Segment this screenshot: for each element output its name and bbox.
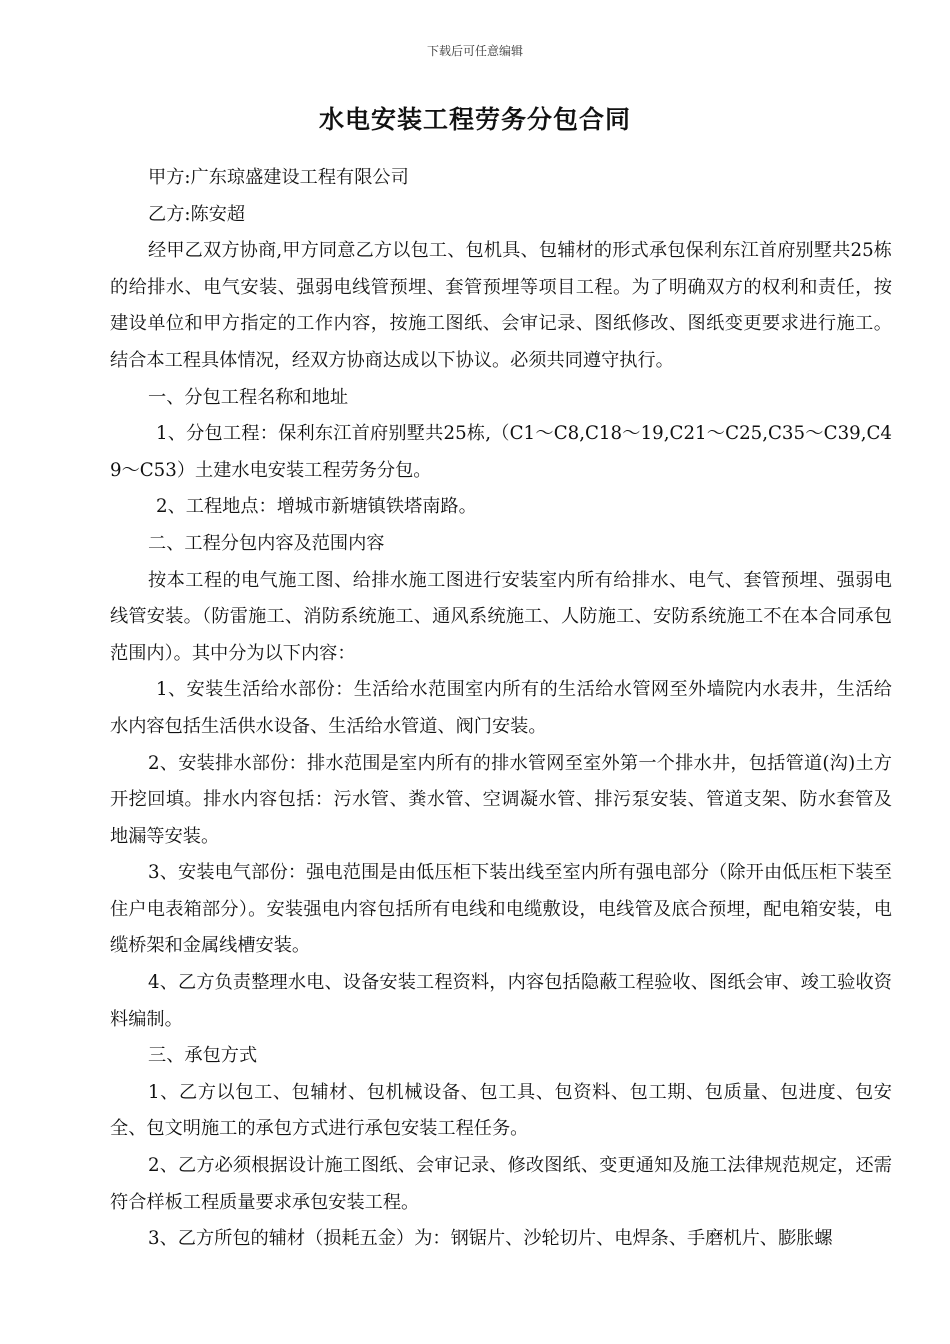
clause-3-2: 2、乙方必须根据设计施工图纸、会审记录、修改图纸、变更通知及施工法律规范规定，还需符合样板工程质量要求承包安装工程。 — [110, 1155, 892, 1213]
clause-1-2: 2、工程地点：增城市新塘镇铁塔南路。 — [156, 496, 477, 518]
agreement-intro-paragraph: 经甲乙双方协商,甲方同意乙方以包工、包机具、包辅材的形式承包保利东江首府别墅共25栋的给排水、电气安装、强弱电线管预埋、套管预埋等项目工程。为了明确双方的权利和责任，按建设单位和甲方指定的工作内容，按施工图纸、会审记录、图纸修改、图纸变更要求进行施工。结合本工程具体情况，经双方协商达成以下协议。必须共同遵守执行。 — [110, 240, 892, 371]
party-a-line: 甲方:广东琼盛建设工程有限公司 — [148, 167, 409, 188]
clause-2-2: 2、安装排水部份：排水范围是室内所有的排水管网至室外第一个排水井，包括管道(沟)土方开挖回填。排水内容包括：污水管、粪水管、空调凝水管、排污泵安装、管道支架、防水套管及地漏等安装。 — [110, 752, 892, 847]
document-title: 水电安装工程劳务分包合同 — [318, 105, 631, 134]
party-b-line: 乙方:陈安超 — [148, 203, 246, 225]
scope-paragraph: 按本工程的电气施工图、给排水施工图进行安装室内所有给排水、电气、套管预埋、强弱电线管安装。（防雷施工、消防系统施工、通风系统施工、人防施工、安防系统施工不在本合同承包范围内）。其中分为以下内容： — [110, 569, 892, 664]
clause-3-1: 1、乙方以包工、包辅材、包机械设备、包工具、包资料、包工期、包质量、包进度、包安全、包文明施工的承包方式进行承包安装工程任务。 — [110, 1081, 892, 1140]
clause-3-3: 3、乙方所包的辅材（损耗五金）为：钢锯片、沙轮切片、电焊条、手磨机片、膨胀螺 — [148, 1228, 833, 1250]
section-heading-1: 一、分包工程名称和地址 — [148, 386, 349, 408]
document-body — [110, 160, 892, 1258]
clause-1-1: 1、分包工程：保利东江首府别墅共25栋,（C1～C8,C18～19,C21～C25,C35～C39,C49～C53）土建水电安装工程劳务分包。 — [110, 423, 892, 481]
section-heading-3: 三、承包方式 — [148, 1045, 258, 1067]
clause-2-4: 4、乙方负责整理水电、设备安装工程资料，内容包括隐蔽工程验收、图纸会审、竣工验收资料编制。 — [110, 972, 892, 1030]
clause-2-3: 3、安装电气部份：强电范围是由低压柜下装出线至室内所有强电部分（除开由低压柜下装至住户电表箱部分）。安装强电内容包括所有电线和电缆敷设，电线管及底合预埋，配电箱安装，电缆桥架和金属线槽安装。 — [110, 862, 892, 957]
section-heading-2: 二、工程分包内容及范围内容 — [148, 532, 385, 554]
page-header-note: 下载后可任意编辑 — [426, 44, 523, 58]
clause-2-1: 1、安装生活给水部份：生活给水范围室内所有的生活给水管网至外墙院内水表井，生活给水内容包括生活供水设备、生活给水管道、阀门安装。 — [110, 679, 892, 737]
